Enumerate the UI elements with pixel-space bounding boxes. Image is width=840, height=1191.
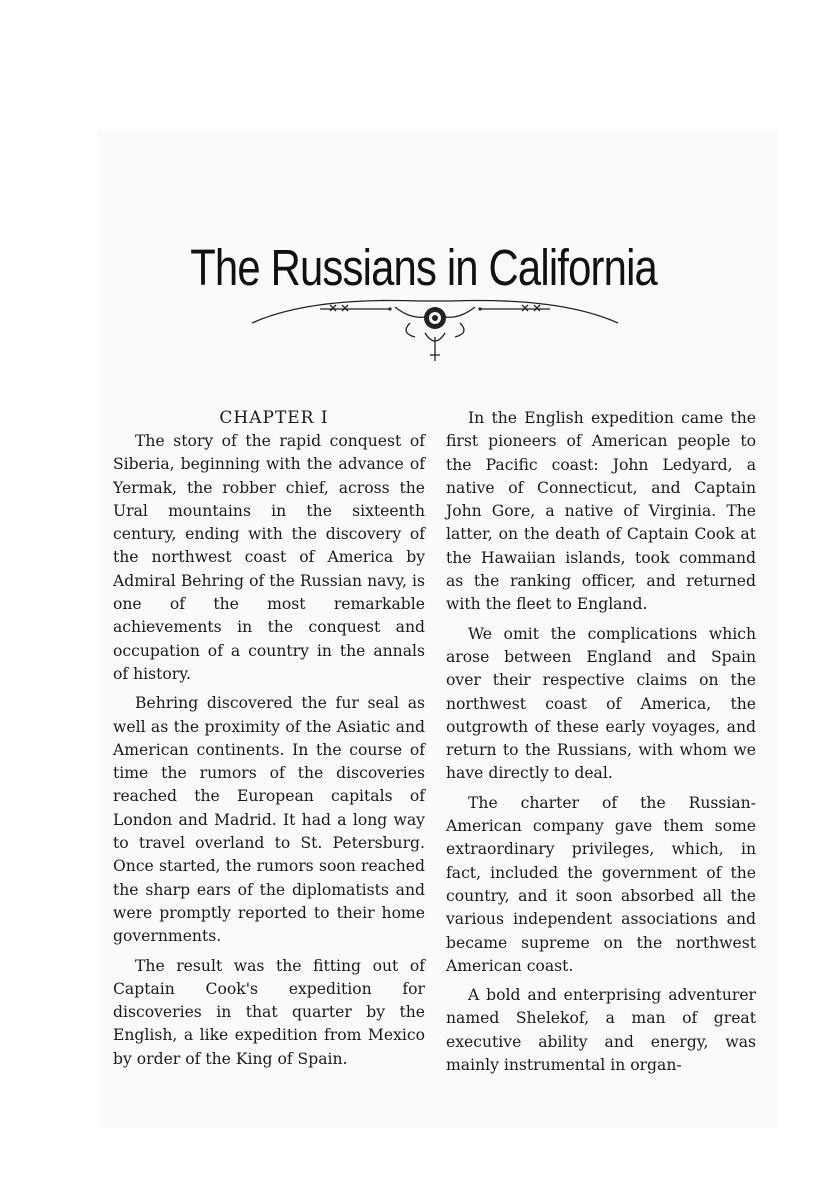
page-title: The Russians in California [190, 239, 657, 296]
right-column [446, 407, 756, 1083]
paragraph: Behring discovered the fur seal as well as the proximity of the Asiatic and American continents. In the course of time the rumors of the discoveries reached the European capitals of London and Madrid. It had a long way to travel overland to St. Petersburg. Once started, the rumors soon reached the sharp ears of the diplomatists and were promptly reported to their home governments. [113, 694, 425, 946]
paragraph: We omit the complications which arose between England and Spain over their respective claims on the northwest coast of America, the outgrowth of these early voyages, and return to the Russians, with whom we have directly to deal. [446, 624, 756, 783]
paragraph: In the English expedition came the first pioneers of American people to the Pacific coast: John Ledyard, a native of Connecticut, and Captain John Gore, a native of Virginia. The latter, on the death of Captain Cook at the Hawaiian islands, took command as the ranking officer, and returned with the fleet to England. [446, 409, 756, 614]
paragraph: A bold and enterprising adventurer named Shelekof, a man of great executive ability and energy, was mainly instrumental in organ- [446, 986, 756, 1075]
decorative-flourish-icon [250, 293, 620, 365]
paragraph: The result was the fitting out of Captain Cook's expedition for discoveries in that quarter by the English, a like expedition from Mexico by order of the King of Spain. [113, 956, 425, 1068]
chapter-heading: CHAPTER I [219, 408, 329, 428]
paragraph: The story of the rapid conquest of Siberia, beginning with the advance of Yermak, the robber chief, across the Ural mountains in the sixteenth century, ending with the discovery of the northwest coast of America by Admiral Behring of the Russian navy, is one of the most remarkable achievements in the conquest and occupation of a country in the annals of history. [113, 432, 425, 683]
paragraph: The charter of the Russian-American company gave them some extraordinary privileges, which, in fact, included the government of the country, and it soon absorbed all the various independent associations and became supreme on the northwest American coast. [446, 793, 756, 975]
left-column [113, 407, 425, 1077]
